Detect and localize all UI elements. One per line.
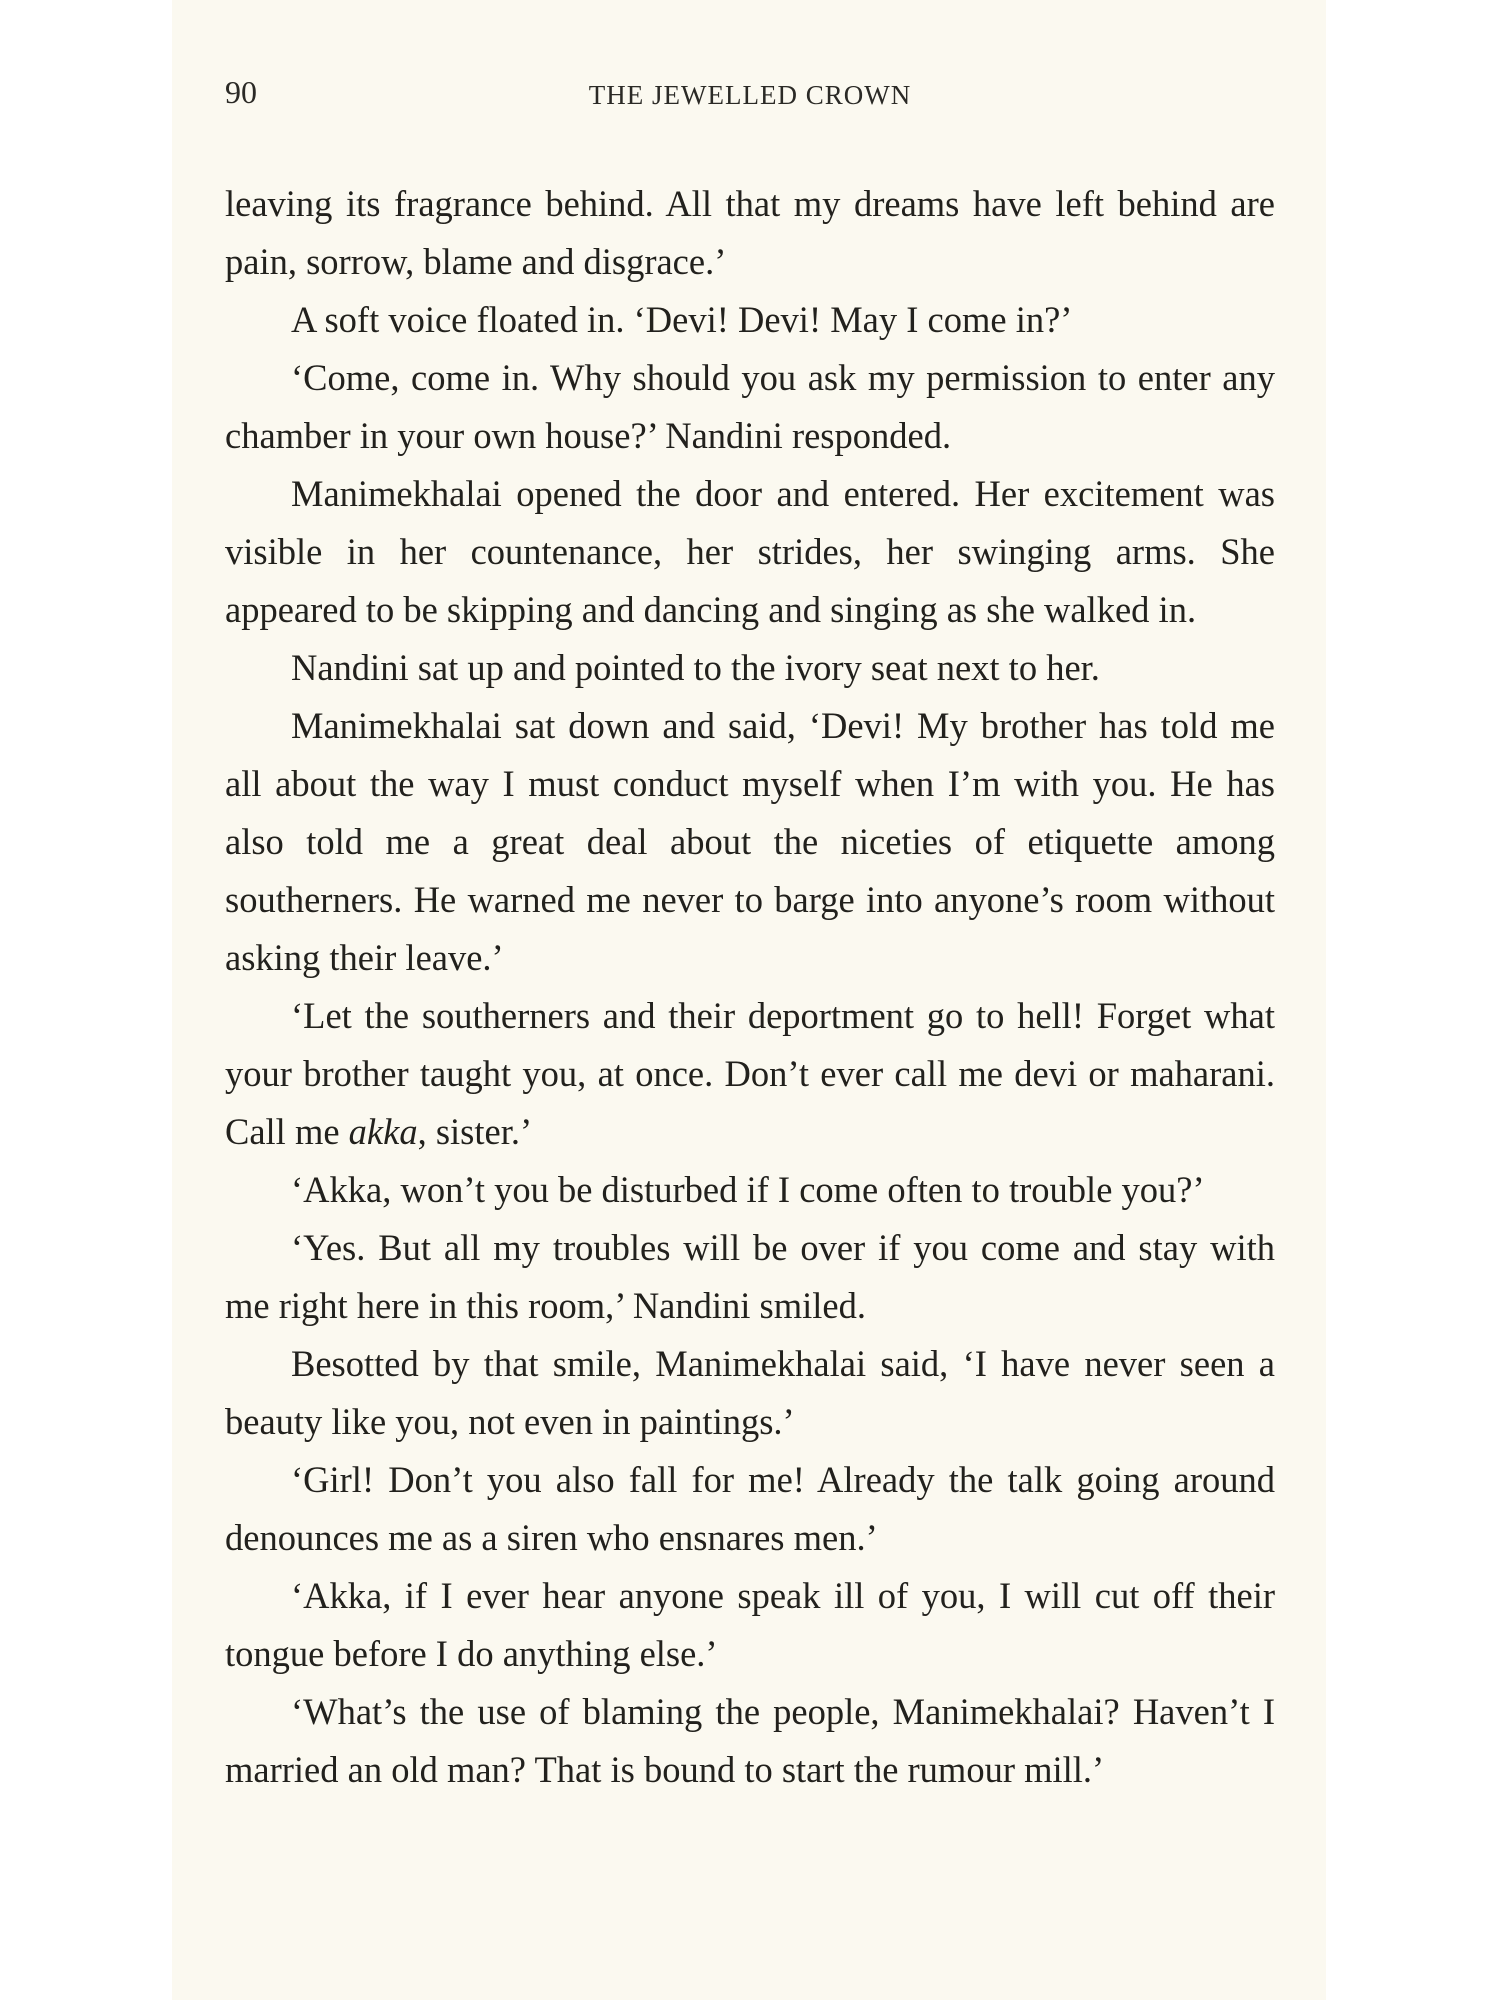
paragraph: ‘Come, come in. Why should you ask my permission to enter any chamber in your own house?’ Nandini responded. [225, 357, 1275, 456]
paragraph: ‘Akka, won’t you be disturbed if I come often to trouble you?’ [291, 1169, 1205, 1210]
page-number: 90 [225, 74, 257, 110]
paragraph: Besotted by that smile, Manimekhalai said, ‘I have never seen a beauty like you, not even in paintings.’ [225, 1343, 1275, 1442]
paragraph: ‘Girl! Don’t you also fall for me! Already the talk going around denounces me as a siren who ensnares men.’ [225, 1459, 1275, 1558]
paragraph: Manimekhalai sat down and said, ‘Devi! My brother has told me all about the way I must conduct myself when I’m with you. He has also told me a great deal about the niceties of etiquette among southerners. He warned me never to barge into anyone’s room without asking their leave.’ [225, 705, 1275, 978]
running-head: THE JEWELLED CROWN [588, 80, 912, 110]
paragraph: ‘Akka, if I ever hear anyone speak ill of you, I will cut off their tongue before I do anything else.’ [225, 1575, 1275, 1674]
paragraph: leaving its fragrance behind. All that my dreams have left behind are pain, sorrow, blame and disgrace.’ [225, 183, 1275, 282]
page-header [225, 74, 1275, 124]
paragraph: Manimekhalai opened the door and entered. Her excitement was visible in her countenance, her strides, her swinging arms. She appeared to be skipping and dancing and singing as she walked in. [225, 473, 1275, 630]
paragraph: Nandini sat up and pointed to the ivory seat next to her. [291, 647, 1100, 688]
paragraph: ‘What’s the use of blaming the people, Manimekhalai? Haven’t I married an old man? That is bound to start the rumour mill.’ [225, 1691, 1275, 1790]
body-text [225, 175, 1275, 1799]
paragraph: ‘Yes. But all my troubles will be over if you come and stay with me right here in this room,’ Nandini smiled. [225, 1227, 1275, 1326]
book-page [172, 0, 1326, 2000]
emphasized-word: akka [348, 1111, 418, 1152]
paragraph-text: , sister.’ [417, 1111, 533, 1152]
paragraph: A soft voice floated in. ‘Devi! Devi! May I come in?’ [291, 299, 1073, 340]
paragraph-text: ‘Let the southerners and their deportment go to hell! Forget what your brother taught you, at once. Don’t ever call me devi or maharani. Call me [225, 995, 1275, 1152]
paragraph [225, 987, 1275, 1161]
